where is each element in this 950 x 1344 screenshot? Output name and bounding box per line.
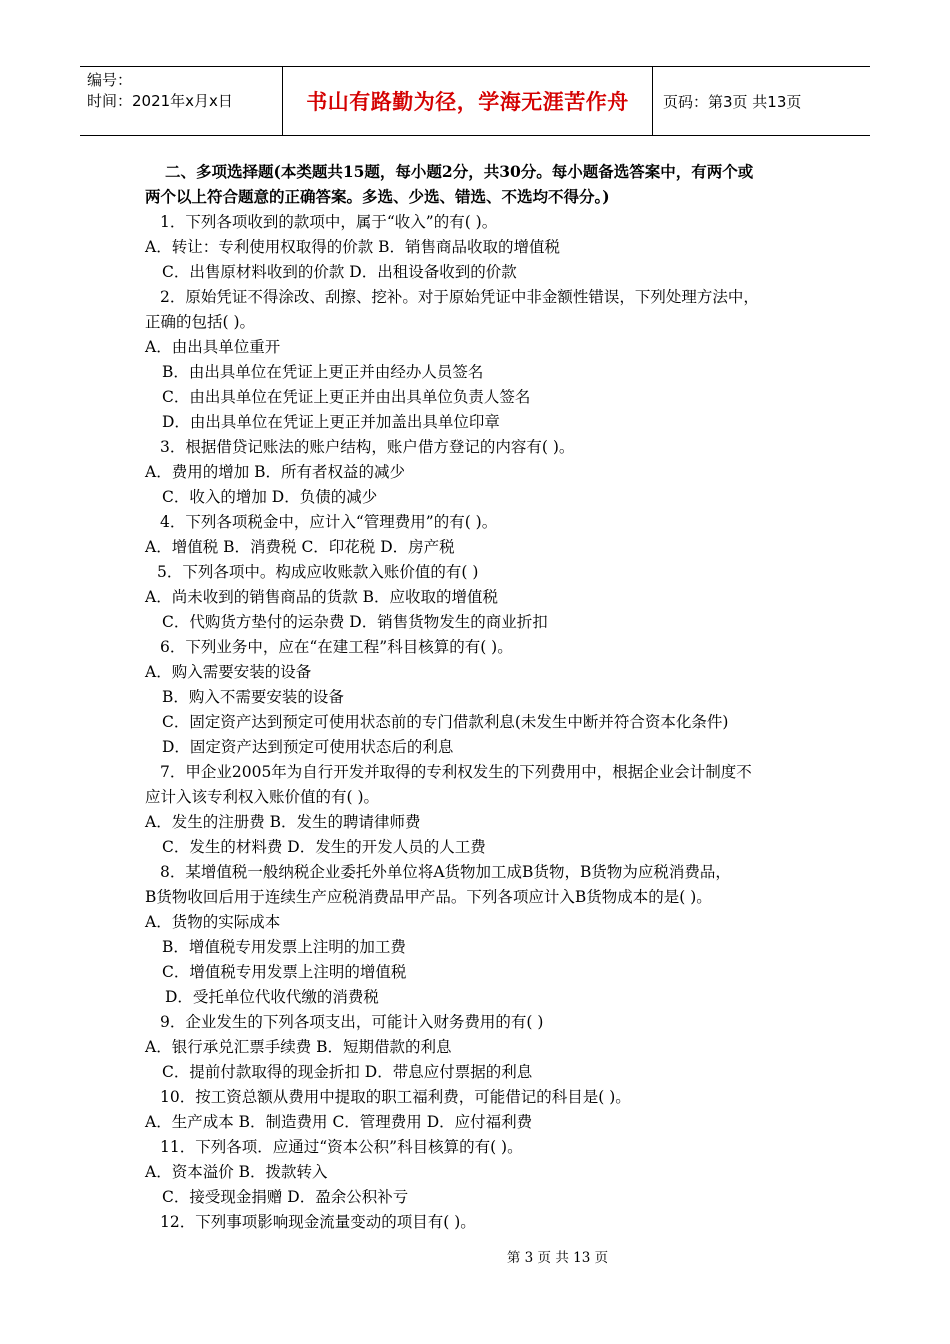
question-7: 7．甲企业2005年为自行开发并取得的专利权发生的下列费用中，根据企业会计制度不: [160, 763, 752, 781]
question-6-option-b: B．购入不需要安装的设备: [162, 688, 344, 706]
header-motto: 书山有路勤为径，学海无涯苦作舟: [282, 67, 653, 135]
question-2-cont: 正确的包括( )。: [145, 313, 256, 331]
question-2: 2．原始凭证不得涂改、刮擦、挖补。对于原始凭证中非金额性错误，下列处理方法中，: [160, 288, 759, 306]
page-header: [80, 66, 870, 136]
question-6-option-d: D．固定资产达到预定可使用状态后的利息: [162, 738, 454, 756]
question-6-option-c: C．固定资产达到预定可使用状态前的专门借款利息(未发生中断并符合资本化条件): [162, 713, 729, 731]
question-1: 1．下列各项收到的款项中，属于“收入”的有( )。: [160, 213, 498, 231]
question-11-options-ab: A．资本溢价 B．拨款转入: [145, 1163, 328, 1181]
question-11-options-cd: C．接受现金捐赠 D．盈余公积补亏: [162, 1188, 409, 1206]
question-3-options-ab: A．费用的增加 B．所有者权益的减少: [145, 463, 406, 481]
question-7-options-ab: A．发生的注册费 B．发生的聘请律师费: [145, 813, 421, 831]
question-4: 4．下列各项税金中，应计入“管理费用”的有( )。: [160, 513, 498, 531]
question-9-options-ab: A．银行承兑汇票手续费 B．短期借款的利息: [145, 1038, 452, 1056]
header-meta: [80, 67, 282, 135]
question-8-cont: B货物收回后用于连续生产应税消费品甲产品。下列各项应计入B货物成本的是( )。: [145, 888, 712, 906]
question-5: 5．下列各项中。构成应收账款入账价值的有( ): [157, 563, 479, 581]
question-10: 10．按工资总额从费用中提取的职工福利费，可能借记的科目是( )。: [160, 1088, 631, 1106]
question-2-option-c: C．由出具单位在凭证上更正并由出具单位负责人签名: [162, 388, 531, 406]
section-title-line-2: 两个以上符合题意的正确答案。多选、少选、错选、不选均不得分。): [145, 187, 610, 206]
question-9-options-cd: C．提前付款取得的现金折扣 D．带息应付票据的利息: [162, 1063, 533, 1081]
doc-number-label: 编号：: [87, 71, 133, 89]
doc-time-label: 时间：2021年x月x日: [87, 92, 233, 110]
question-3-options-cd: C．收入的增加 D．负债的减少: [162, 488, 378, 506]
question-11: 11．下列各项．应通过“资本公积”科目核算的有( )。: [160, 1138, 523, 1156]
question-12: 12．下列事项影响现金流量变动的项目有( )。: [160, 1213, 476, 1231]
question-6: 6．下列业务中，应在“在建工程”科目核算的有( )。: [160, 638, 513, 656]
section-title-line-1: 二、多项选择题(本类题共15题，每小题2分，共30分。每小题备选答案中，有两个或: [165, 162, 754, 181]
header-page-number: 页码：第3页 共13页: [663, 92, 802, 111]
question-8-option-b: B．增值税专用发票上注明的加工费: [162, 938, 406, 956]
question-8-option-d: D．受托单位代收代缴的消费税: [165, 988, 379, 1006]
question-10-options: A．生产成本 B．制造费用 C．管理费用 D．应付福利费: [145, 1113, 533, 1131]
question-1-options-cd: C．出售原材料收到的价款 D．出租设备收到的价款: [162, 263, 517, 281]
question-5-options-cd: C．代购货方垫付的运杂费 D．销售货物发生的商业折扣: [162, 613, 548, 631]
question-8-option-c: C．增值税专用发票上注明的增值税: [162, 963, 407, 981]
page-footer: 第 3 页 共 13 页: [506, 1250, 609, 1266]
question-5-options-ab: A．尚未收到的销售商品的货款 B．应收取的增值税: [145, 588, 499, 606]
question-2-option-b: B．由出具单位在凭证上更正并由经办人员签名: [162, 363, 484, 381]
question-4-options: A．增值税 B．消费税 C．印花税 D．房产税: [145, 538, 455, 556]
question-9: 9．企业发生的下列各项支出，可能计入财务费用的有( ): [160, 1013, 544, 1031]
question-8: 8．某增值税一般纳税企业委托外单位将A货物加工成B货物，B货物为应税消费品，: [160, 863, 731, 881]
question-7-cont: 应计入该专利权入账价值的有( )。: [145, 788, 380, 806]
question-7-options-cd: C．发生的材料费 D．发生的开发人员的人工费: [162, 838, 486, 856]
question-1-options-ab: A．转让：专利使用权取得的价款 B．销售商品收取的增值税: [145, 238, 561, 256]
question-2-option-a: A．由出具单位重开: [145, 338, 281, 356]
question-2-option-d: D．由出具单位在凭证上更正并加盖出具单位印章: [162, 413, 500, 431]
question-3: 3．根据借贷记账法的账户结构，账户借方登记的内容有( )。: [160, 438, 575, 456]
question-6-option-a: A．购入需要安装的设备: [145, 663, 312, 681]
question-8-option-a: A．货物的实际成本: [145, 913, 281, 931]
